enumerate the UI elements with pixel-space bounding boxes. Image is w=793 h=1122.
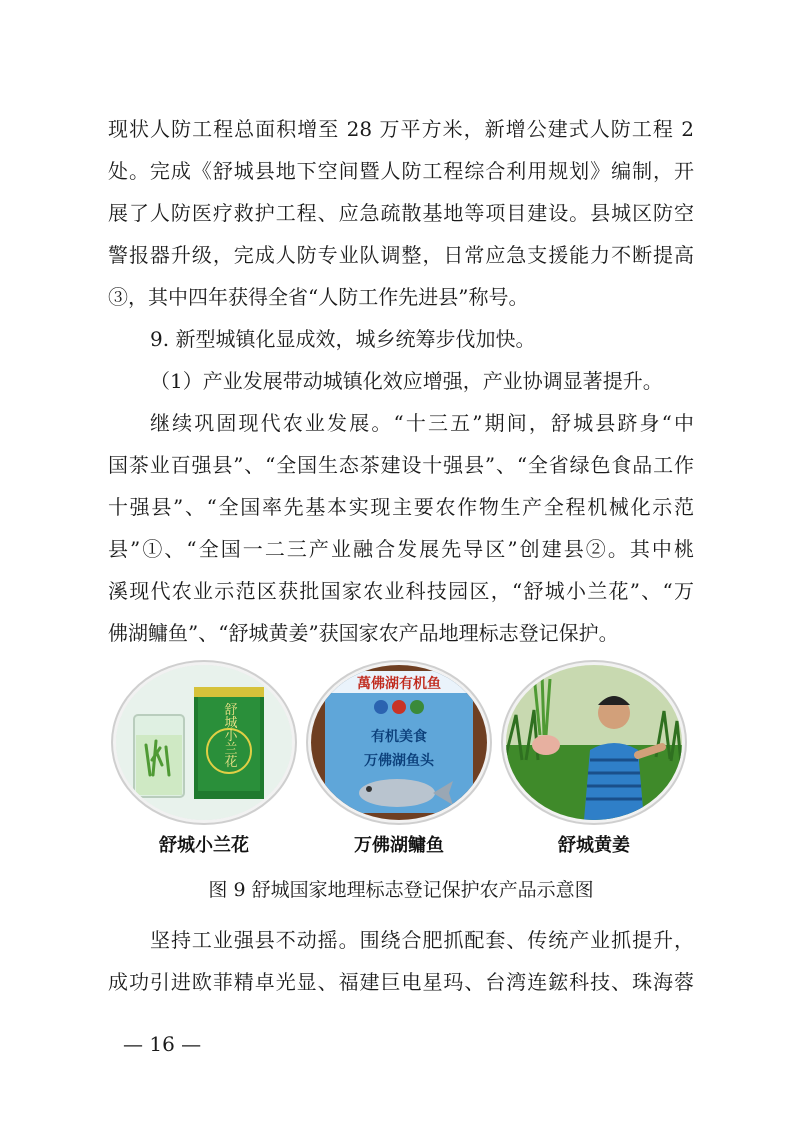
tea-package-text: 舒城小兰花 <box>221 702 237 768</box>
text-line: 警报器升级，完成人防专业队调整，日常应急支援能力不断提高 <box>108 243 694 267</box>
section-heading: 9. 新型城镇化显成效，城乡统筹步伐加快。 <box>150 327 536 351</box>
text-line: 处。完成《舒城县地下空间暨人防工程综合利用规划》编制，开 <box>108 159 694 183</box>
tea-photo <box>116 665 292 820</box>
fish-banner-top: 萬佛湖有机鱼 <box>357 676 441 692</box>
fish-photo <box>311 665 487 820</box>
fish-photo-label: 万佛湖鳙鱼 <box>354 835 444 856</box>
text-line: 坚持工业强县不动摇。围绕合肥抓配套、传统产业抓提升， <box>150 928 694 952</box>
text-line: 十强县”、“全国率先基本实现主要农作物生产全程机械化示范 <box>108 495 694 519</box>
fish-banner-low: 万佛湖鱼头 <box>364 753 434 769</box>
text-line: 成功引进欧菲精卓光显、福建巨电星玛、台湾连鋐科技、珠海蓉 <box>108 970 694 994</box>
text-line: 展了人防医疗救护工程、应急疏散基地等项目建设。县城区防空 <box>108 201 694 225</box>
product-figure <box>116 665 686 865</box>
ginger-photo-label: 舒城黄姜 <box>558 835 630 856</box>
text-line: 继续巩固现代农业发展。“十三五”期间，舒城县跻身“中 <box>150 411 694 435</box>
figure-caption: 图 9 舒城国家地理标志登记保护农产品示意图 <box>208 879 594 901</box>
ginger-photo <box>506 665 682 820</box>
page-number: — 16 — <box>123 1032 202 1056</box>
text-line: 现状人防工程总面积增至 28 万平方米，新增公建式人防工程 2 <box>108 117 694 141</box>
fish-banner-mid: 有机美食 <box>371 729 427 745</box>
text-line: ③，其中四年获得全省“人防工作先进县”称号。 <box>108 285 529 309</box>
text-line: 溪现代农业示范区获批国家农业科技园区，“舒城小兰花”、“万 <box>108 579 694 603</box>
text-line: 佛湖鳙鱼”、“舒城黄姜”获国家农产品地理标志登记保护。 <box>108 621 619 645</box>
text-line: 县”①、“全国一二三产业融合发展先导区”创建县②。其中桃 <box>108 537 694 561</box>
text-line: 国茶业百强县”、“全国生态茶建设十强县”、“全省绿色食品工作 <box>108 453 694 477</box>
tea-photo-label: 舒城小兰花 <box>159 835 249 856</box>
subsection-heading: （1）产业发展带动城镇化效应增强，产业协调显著提升。 <box>150 369 663 393</box>
